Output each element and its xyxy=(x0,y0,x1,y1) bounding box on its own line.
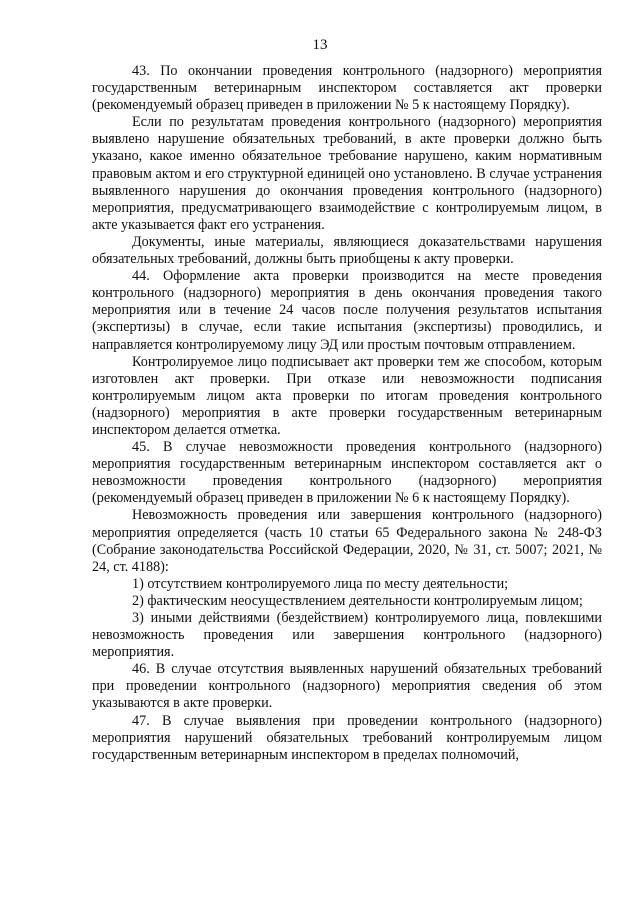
document-body xyxy=(92,63,602,764)
paragraph-45-impossibility: Невозможность проведения или завершения контрольного (надзорного) мероприятия определяется (часть 10 статьи 65 Федерального закона № 248-ФЗ (Собрание законодательства Российской Федерации, 2020, № 31, ст. 5007; 2021, № 24, ст. 4188): xyxy=(92,507,602,575)
list-item-1: 1) отсутствием контролируемого лица по месту деятельности; xyxy=(132,575,509,592)
paragraph-43: 43. По окончании проведения контрольного (надзорного) мероприятия государственным ветеринарным инспектором составляется акт проверки (рекомендуемый образец приведен в приложении № 5 к настоящему Порядку). xyxy=(92,63,602,114)
list-item-2: 2) фактическим неосуществлением деятельности контролируемым лицом; xyxy=(132,592,583,609)
paragraph-47: 47. В случае выявления при проведении контрольного (надзорного) мероприятия нарушений обязательных требований контролируемым лицом государственным ветеринарным инспектором в пределах полномочий, xyxy=(92,712,602,763)
paragraph-43-violations: Если по результатам проведения контрольного (надзорного) мероприятия выявлено нарушение обязательных требований, в акте проверки должно быть указано, какое именно обязательное требование нарушено, каким нормативным правовым актом и его структурной единицей оно установлено. В случае устранения выявленного нарушения до окончания проведения контрольного (надзорного) мероприятия, предусматривающего взаимодействие с контролируемым лицом, в акте указывается факт его устранения. xyxy=(92,114,602,233)
list-item-3: 3) иными действиями (бездействием) контролируемого лица, повлекшими невозможность проведения или завершения контрольного (надзорного) мероприятия. xyxy=(92,610,602,661)
paragraph-46: 46. В случае отсутствия выявленных нарушений обязательных требований при проведении контрольного (надзорного) мероприятия сведения об этом указываются в акте проверки. xyxy=(92,661,602,712)
page-number: 13 xyxy=(312,37,328,53)
paragraph-43-evidence: Документы, иные материалы, являющиеся доказательствами нарушения обязательных требований, должны быть приобщены к акту проверки. xyxy=(92,233,602,268)
paragraph-45: 45. В случае невозможности проведения контрольного (надзорного) мероприятия государственным ветеринарным инспектором составляется акт о невозможности проведения контрольного (надзорного) мероприятия (рекомендуемый образец приведен в приложении № 6 к настоящему Порядку). xyxy=(92,439,602,507)
paragraph-44-signing: Контролируемое лицо подписывает акт проверки тем же способом, которым изготовлен акт проверки. При отказе или невозможности подписания контролируемым лицом акта проверки по итогам проведения контрольного (надзорного) мероприятия в акте проверки государственным ветеринарным инспектором делается отметка. xyxy=(92,353,602,438)
paragraph-44: 44. Оформление акта проверки производится на месте проведения контрольного (надзорного) мероприятия в день окончания проведения такого мероприятия или в течение 24 часов после получения результатов испытания (экспертизы) в случае, если такие испытания (экспертизы) проводились, и направляется контролируемому лицу ЭД или простым почтовым отправлением. xyxy=(92,268,602,353)
